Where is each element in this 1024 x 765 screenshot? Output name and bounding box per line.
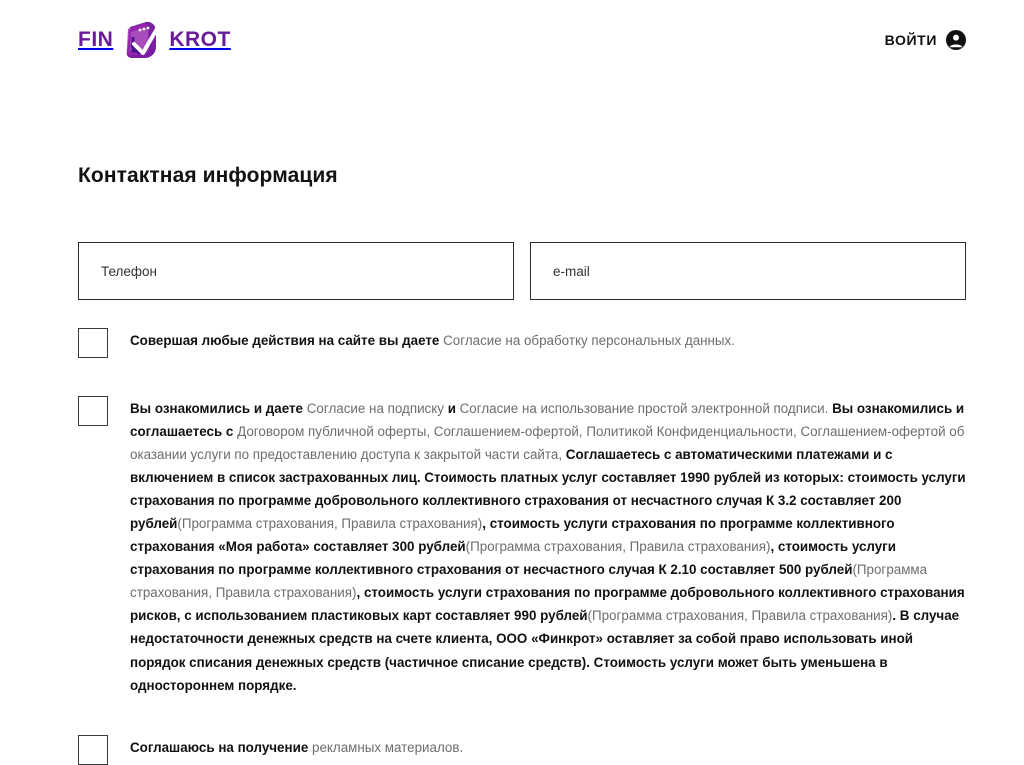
consent-emphasis-text: Вы ознакомились и даете	[130, 401, 307, 416]
consent-link-text[interactable]: Договором публичной оферты, Соглашением-офертой, Политикой Конфиденциальности, Соглашением-офертой об оказании услуги по предоставлению доступа к закрытой части сайта,	[130, 424, 965, 463]
login-button[interactable]	[885, 30, 966, 50]
checkbox-offer-and-terms[interactable]	[78, 396, 108, 426]
consent-link-text[interactable]: (Программа страхования, Правила страхования)	[177, 516, 483, 532]
contact-fields-row	[78, 242, 966, 300]
site-header	[0, 0, 1024, 80]
checkbox-personal-data[interactable]	[78, 328, 108, 358]
consent-emphasis-text: и	[447, 401, 460, 416]
page-title: Контактная информация	[78, 164, 338, 187]
consent-row-offer-and-terms	[78, 394, 966, 697]
consent-emphasis-text: Совершая любые действия на сайте вы даете	[130, 333, 444, 348]
consent-emphasis-text: , стоимость услуги страхования по программе коллективного страхования «Моя работа» составляет 300 рублей	[130, 516, 895, 555]
logo-text-fin: FIN	[78, 28, 114, 51]
consent-link-text[interactable]: Согласие на использование простой электронной подписи.	[459, 401, 829, 416]
consent-emphasis-text: . В случае недостаточности денежных средств на счете клиента, ООО «Финкрот» оставляет за собой право использовать иной порядок списания денежных средств (частичное списание средств). Стоимость услуги может быть уменьшена в одностороннем порядке.	[130, 608, 960, 693]
phone-input[interactable]	[99, 263, 493, 280]
consent-emphasis-text: , стоимость услуги страхования по программе коллективного страхования от несчастного случая К 2.10 составляет 500 рублей	[130, 539, 896, 578]
consent-link-text[interactable]: (Программа страхования, Правила страхования)	[587, 608, 893, 624]
user-account-icon	[946, 30, 966, 50]
consent-link-text[interactable]: рекламных материалов.	[312, 739, 464, 755]
consent-emphasis-text: Вы ознакомились и соглашаетесь с	[130, 401, 965, 440]
email-input[interactable]	[551, 263, 945, 280]
consent-text-marketing	[130, 733, 463, 759]
contact-information-section	[0, 164, 1024, 765]
consent-emphasis-text: , стоимость услуги страхования по программе добровольного коллективного страхования рисков, с использованием пластиковых карт составляет 990 рублей	[130, 585, 965, 624]
logo-mark-icon	[118, 17, 164, 63]
logo-text-krot: KROT	[169, 28, 231, 51]
consent-emphasis-text: Соглашаюсь на получение	[130, 739, 312, 755]
consent-link-text[interactable]: (Программа страхования, Правила страхования)	[130, 562, 928, 601]
consent-link-text[interactable]: Согласие на подписку	[306, 401, 448, 416]
consent-link-text[interactable]: (Программа страхования, Правила страхования)	[465, 539, 771, 555]
site-logo[interactable]	[78, 17, 231, 63]
phone-field-wrapper[interactable]	[78, 242, 514, 300]
login-label: ВОЙТИ	[884, 32, 937, 48]
consent-text-personal-data	[130, 326, 735, 352]
consent-row-personal-data	[78, 326, 966, 358]
checkbox-marketing[interactable]	[78, 735, 108, 765]
consent-text-offer-and-terms	[130, 394, 966, 697]
consent-emphasis-text: Соглашаетесь с автоматическими платежами и с включением в список застрахованных лиц. Стоимость платных услуг составляет 1990 рублей из которых: стоимость услуги страхования по программе добровольного коллективного страхования от несчастного случая К 3.2 составляет 200 рублей	[130, 447, 966, 532]
email-field-wrapper[interactable]	[530, 242, 966, 300]
consent-link-text[interactable]: Согласие на обработку персональных данных.	[443, 333, 735, 348]
